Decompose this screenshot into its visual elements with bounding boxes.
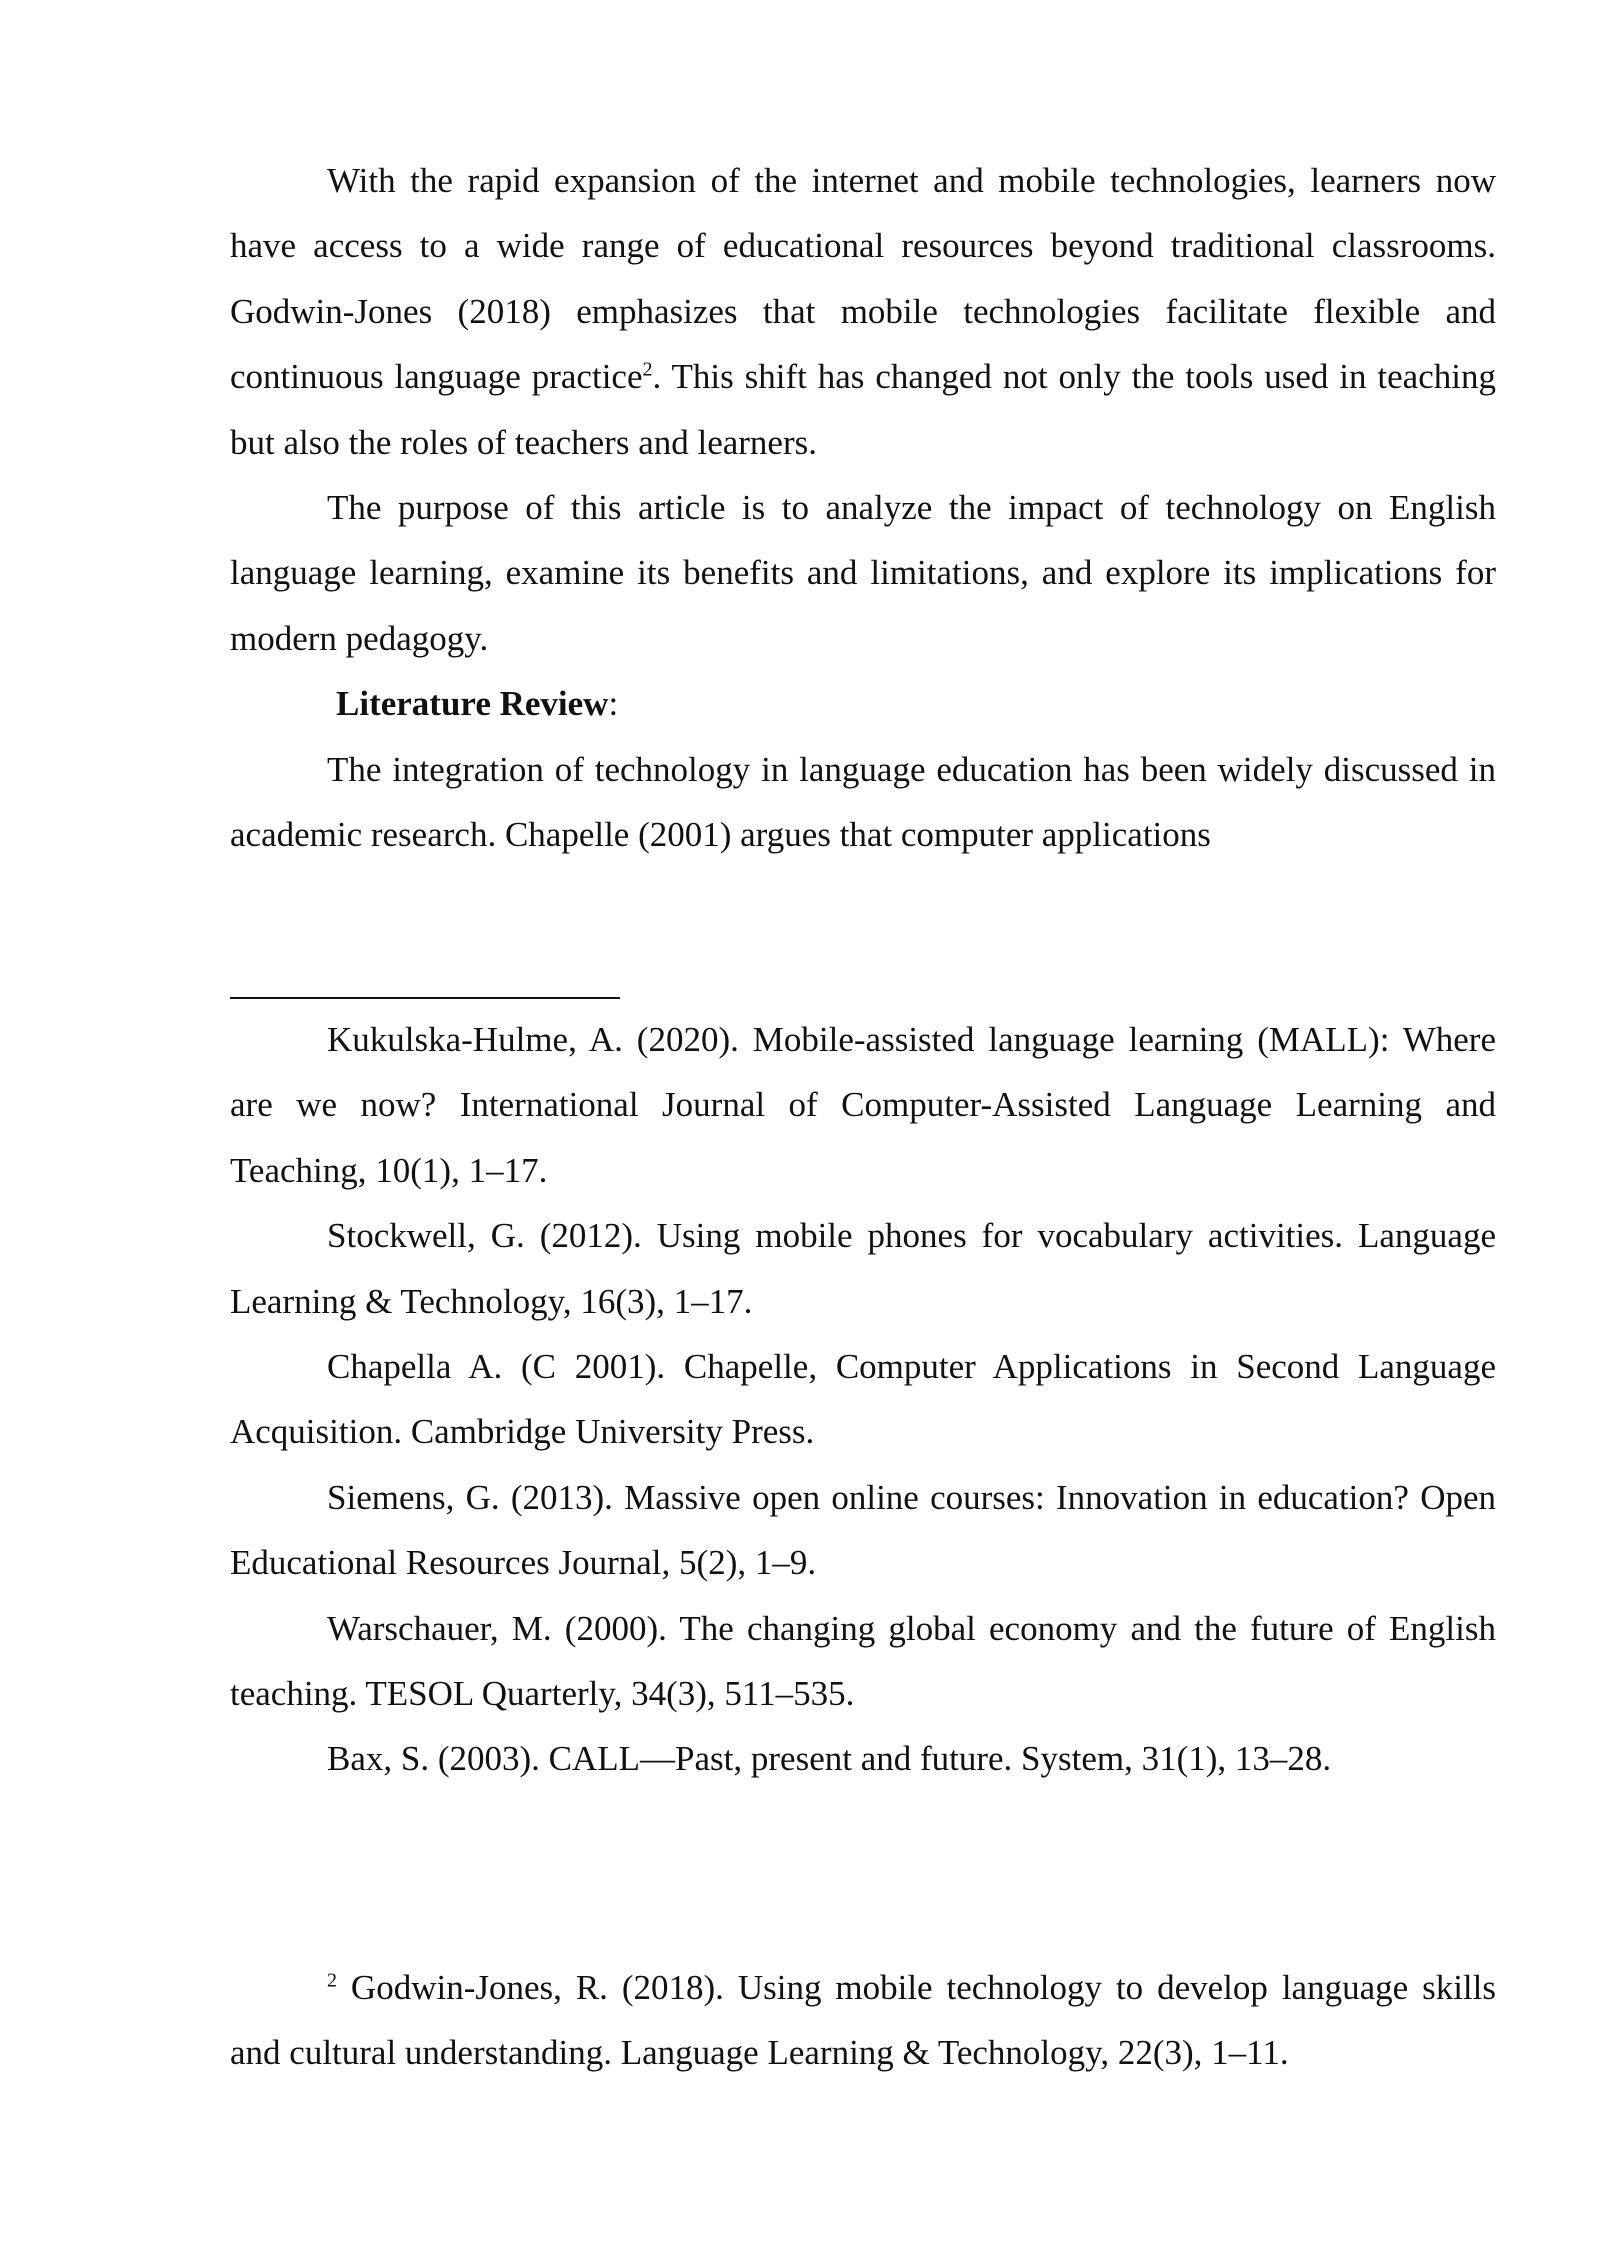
paragraph-text: . This shift has changed not only the tools used in teaching but also the roles of teachers and learners. — [230, 357, 1496, 462]
body-text — [230, 148, 1496, 867]
section-heading-label: Literature Review — [336, 684, 609, 724]
reference-item: Bax, S. (2003). CALL—Past, present and future. System, 31(1), 13–28. — [327, 1739, 1332, 1779]
paragraph-literature-review: The integration of technology in language education has been widely discussed in academic research. Chapelle (2001) argues that computer applications — [230, 749, 1496, 855]
footnote-text — [230, 1955, 1496, 2086]
reference-item: Chapella A. (C 2001). Chapelle, Computer Applications in Second Language Acquisition. Cambridge University Press. — [230, 1347, 1496, 1452]
footnote-separator — [230, 997, 620, 999]
reference-item: Warschauer, M. (2000). The changing global economy and the future of English teaching. TESOL Quarterly, 34(3), 511–535. — [230, 1608, 1496, 1714]
paragraph-purpose: The purpose of this article is to analyze the impact of technology on English language learning, examine its benefits and limitations, and explore its implications for modern pedagogy. — [230, 488, 1496, 658]
section-heading — [230, 671, 1496, 736]
footnote — [230, 1955, 1496, 2086]
reference-item: Kukulska-Hulme, A. (2020). Mobile-assisted language learning (MALL): Where are we now? International Journal of Computer-Assisted Language Learning and Teaching, 10(1), 1–17. — [230, 1020, 1496, 1190]
footnote-body: Godwin-Jones, R. (2018). Using mobile technology to develop language skills and cultural understanding. Language Learning & Technology, 22(3), 1–11. — [230, 1968, 1496, 2073]
footnote-number: 2 — [327, 1969, 337, 1992]
footnote-marker[interactable]: 2 — [642, 358, 653, 381]
reference-item: Siemens, G. (2013). Massive open online courses: Innovation in education? Open Educational Resources Journal, 5(2), 1–9. — [230, 1477, 1496, 1583]
section-heading-colon: : — [608, 684, 619, 724]
paragraph-introduction — [230, 148, 1496, 475]
reference-item: Stockwell, G. (2012). Using mobile phones for vocabulary activities. Language Learning & Technology, 16(3), 1–17. — [230, 1216, 1496, 1321]
paragraph-text: With the rapid expansion of the internet and mobile technologies, learners now have access to a wide range of educational resources beyond traditional classrooms. Godwin-Jones (2018) emphasizes that mobile technologies facilitate flexible and continuous language practice — [230, 161, 1496, 397]
reference-list — [230, 1007, 1496, 1792]
